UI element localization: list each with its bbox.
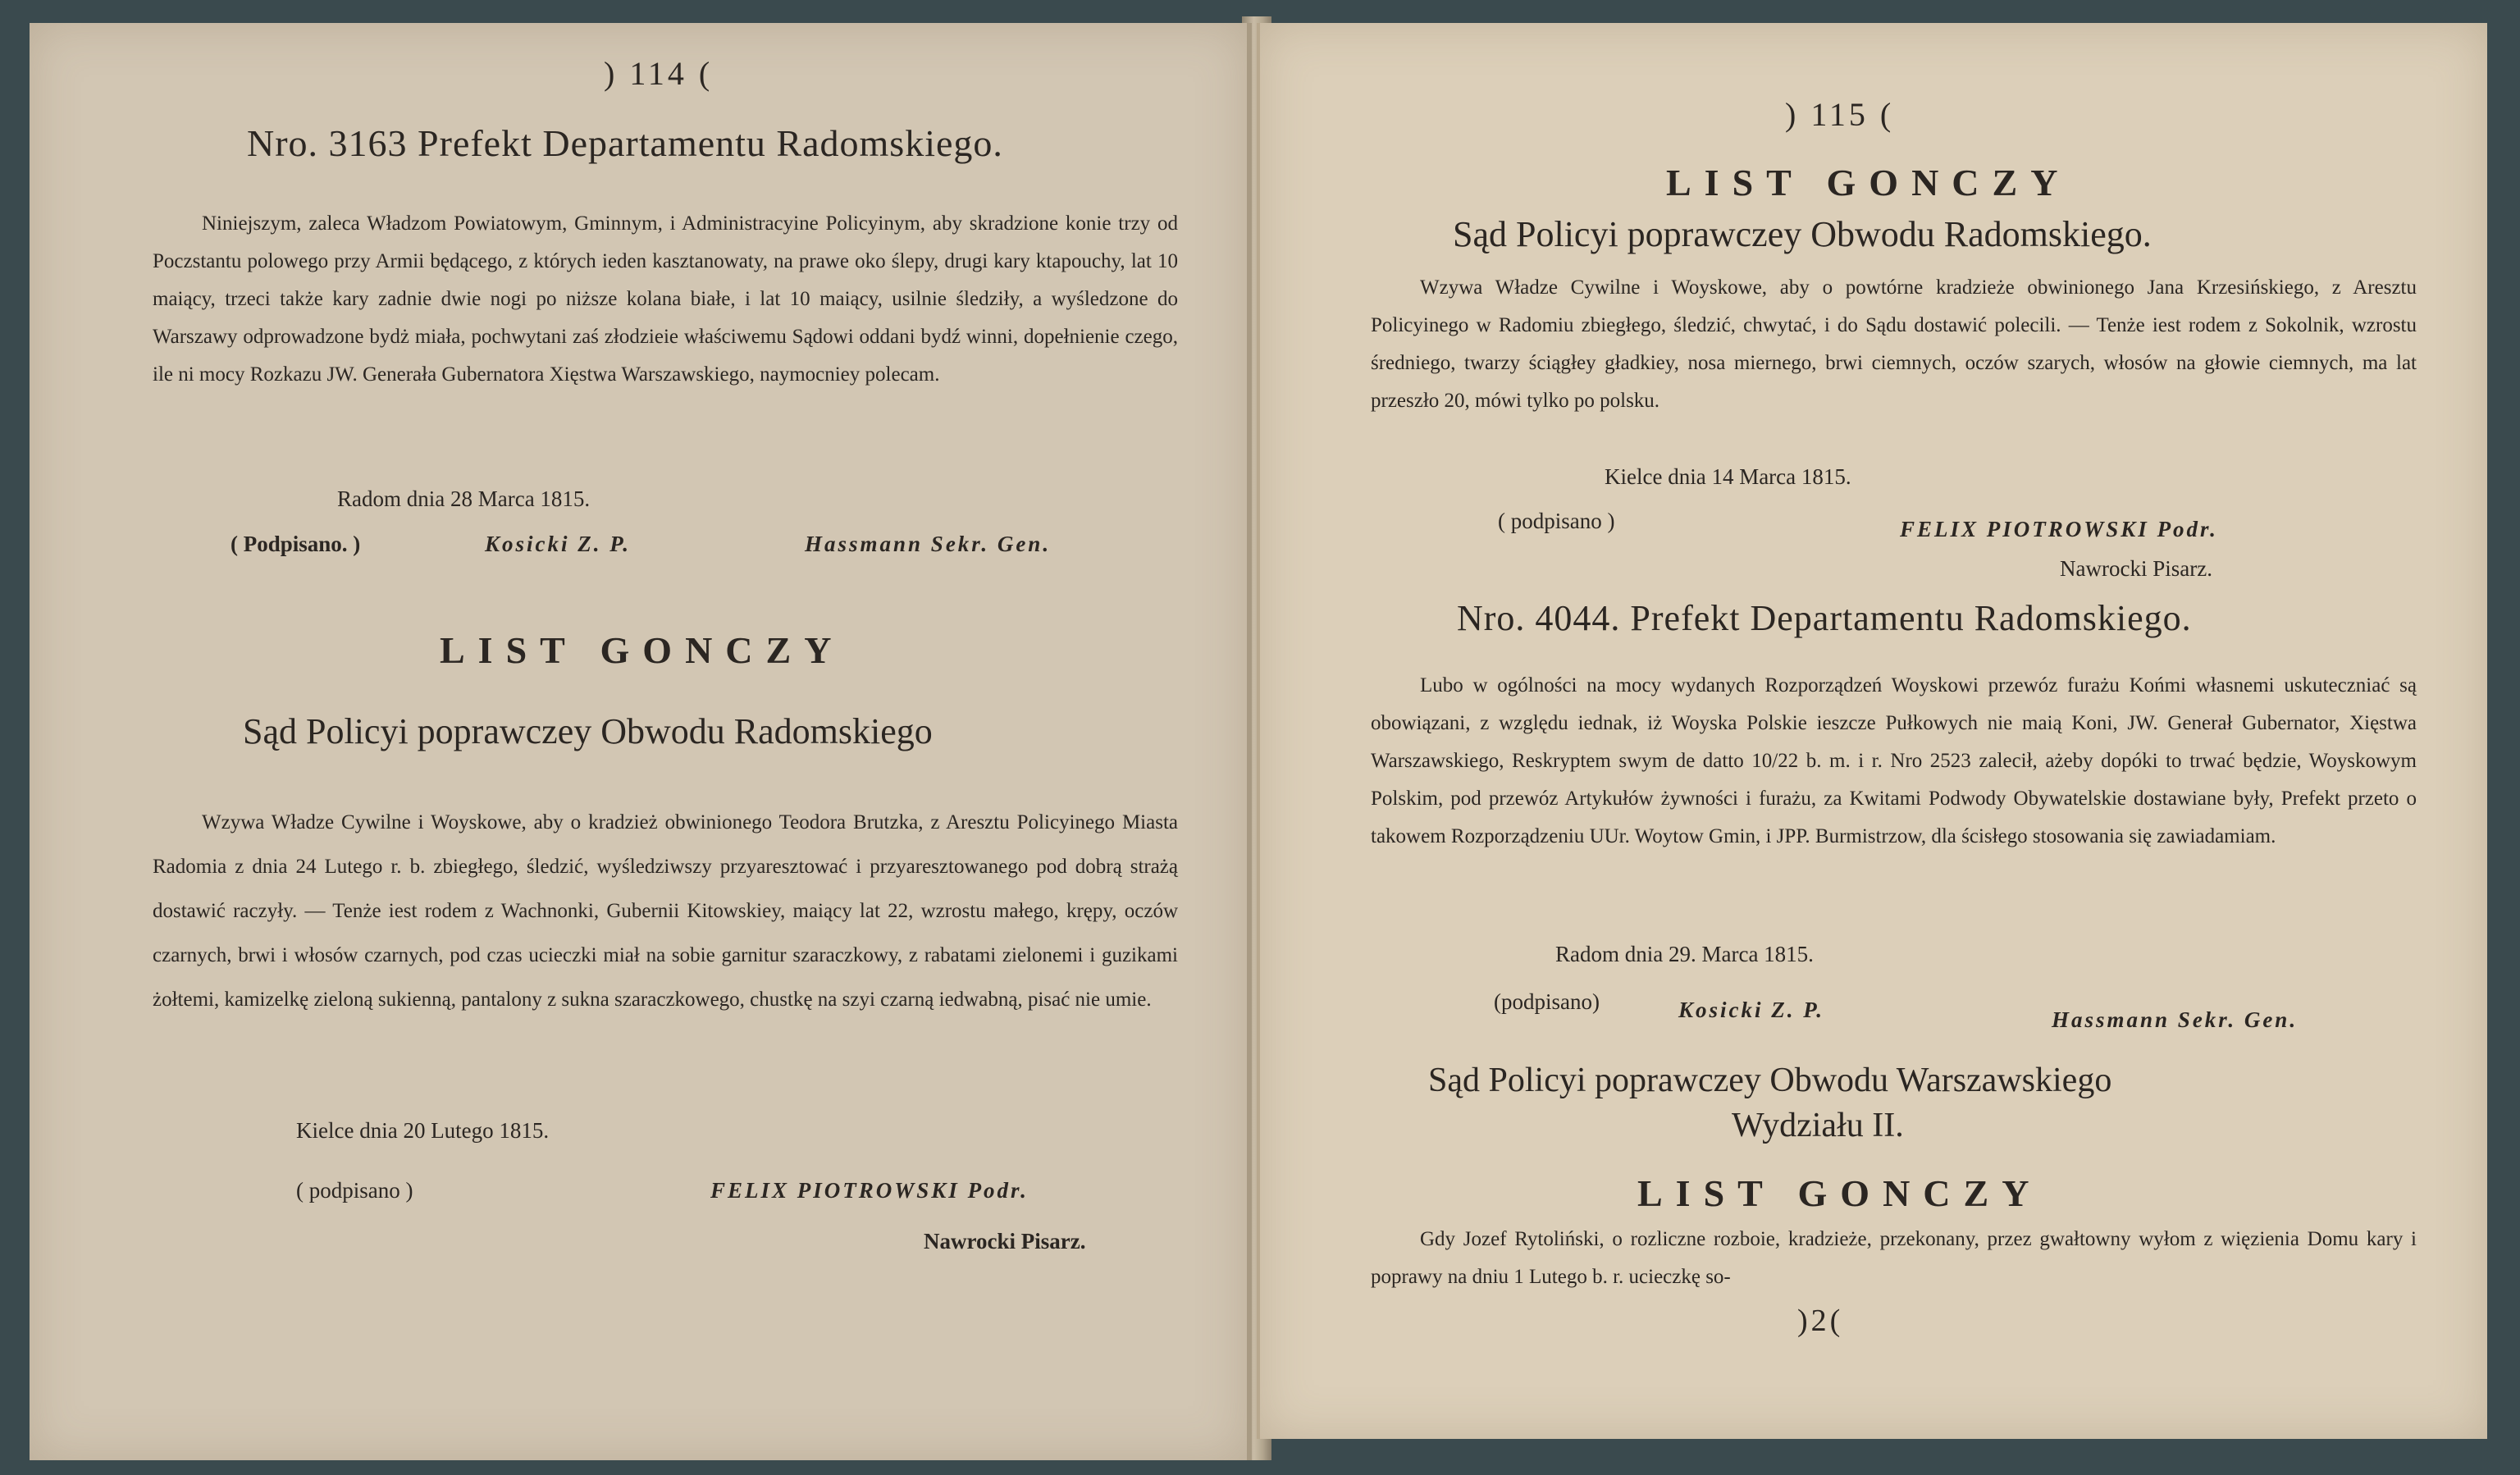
page-number: ) 114 ( xyxy=(604,55,714,92)
section-heading: Nro. 3163 Prefekt Departamentu Radomskiego. xyxy=(247,122,1003,164)
section-body: Wzywa Władze Cywilne i Woyskowe, aby o powtórne kradzieże obwinionego Jana Krzesińskiego, z Aresztu Policyinego w Radomiu zbiegłego, śledzić, chwytać, i do Sądu dostawić polecili. — Tenże iest rodem z Sokolnik, wzrostu średniego, twarzy ściągłey gładkiey, nosa miernego, brwi ciemnych, oczów szarych, włosów na głowie ciemnych, ma lat przeszło 20, mówi tylko po polsku. xyxy=(1371,276,2417,412)
left-page xyxy=(30,23,1252,1460)
signature: Nawrocki Pisarz. xyxy=(2060,556,2212,581)
page-number: ) 115 ( xyxy=(1785,96,1895,133)
wanted-notice-title: LIST GONCZY xyxy=(440,629,845,671)
date-line: Radom dnia 28 Marca 1815. xyxy=(337,486,591,511)
date-line: Kielce dnia 14 Marca 1815. xyxy=(1605,464,1851,489)
signature: Hassmann Sekr. Gen. xyxy=(2052,1007,2299,1032)
signed-label: (podpisano) xyxy=(1494,989,1600,1014)
signature-mark: )2( xyxy=(1797,1304,1844,1338)
court-subtitle: Sąd Policyi poprawczey Obwodu Radomskiego. xyxy=(1453,214,2152,254)
signature: FELIX PIOTROWSKI Podr. xyxy=(1900,517,2218,541)
right-page xyxy=(1257,23,2487,1439)
court-subtitle: Sąd Policyi poprawczey Obwodu Radomskiego xyxy=(243,711,933,751)
signed-label: ( podpisano ) xyxy=(296,1178,413,1203)
signature: Nawrocki Pisarz. xyxy=(924,1229,1086,1254)
signature: Hassmann Sekr. Gen. xyxy=(805,532,1052,556)
section-body: Lubo w ogólności na mocy wydanych Rozporządzeń Woyskowi przewóz furażu Końmi własnemi uskuteczniać są obowiązani, z względu iednak, iż Woyska Polskie ieszcze Pułkowych nie maią Koni, JW. Generał Gubernator, Xięstwa Warszawskiego, Reskryptem swym de datto 10/22 b. m. i r. Nro 2523 zalecił, ażeby dopóki to trwać będzie, Woyskowym Polskim, pod przewóz Artykułów żywności i furażu, za Kwitami Podwody Obywatelskie dostawiane były, Prefekt przeto o takowem Rozporządzeniu UUr. Woytow Gmin, i JPP. Burmistrzow, dla ścisłego stosowania się zawiadamiam. xyxy=(1371,674,2417,847)
section-heading: Nro. 4044. Prefekt Departamentu Radomskiego. xyxy=(1457,598,2192,638)
signature: Kosicki Z. P. xyxy=(1678,998,1825,1022)
signed-label: ( Podpisano. ) xyxy=(231,532,361,556)
court-heading: Wydziału II. xyxy=(1732,1107,1904,1144)
date-line: Kielce dnia 20 Lutego 1815. xyxy=(296,1118,550,1143)
signature: Kosicki Z. P. xyxy=(485,532,632,556)
date-line: Radom dnia 29. Marca 1815. xyxy=(1555,942,1814,966)
wanted-notice-title: LIST GONCZY xyxy=(1666,162,2071,203)
signed-label: ( podpisano ) xyxy=(1498,509,1615,533)
signature: FELIX PIOTROWSKI Podr. xyxy=(710,1178,1029,1203)
section-body: Wzywa Władze Cywilne i Woyskowe, aby o kradzież obwinionego Teodora Brutzka, z Aresztu Policyinego Miasta Radomia z dnia 24 Lutego r. b. zbiegłego, śledzić, wyśledziwszy przyaresztować i przyaresztowanego pod dobrą strażą dostawić raczyły. — Tenże iest rodem z Wachnonki, Gubernii Kitowskiey, maiący lat 22, wzrostu małego, krępy, oczów czarnych, brwi i włosów czarnych, pod czas ucieczki miał na sobie garnitur szaraczkowy, z rabatami zielonemi i guzikami żołtemi, kamizelkę zieloną sukienną, pantalony z sukna szaraczkowego, chustkę na szyi czarną iedwabną, pisać nie umie. xyxy=(153,811,1178,1011)
section-body: Niniejszym, zaleca Władzom Powiatowym, Gminnym, i Administracyine Policyinym, aby skradzione konie trzy od Poczstantu polowego przy Armii będącego, z których ieden kasztanowaty, na prawe oko ślepy, drugi kary ktapouchy, lat 10 maiący, trzeci także kary zadnie dwie nogi po niższe kolana białe, i lat 10 maiący, usilnie śledziły, a wyśledzone do Warszawy odprowadzone bydż miała, pochwytani zaś złodzieie właściwemu Sądowi oddani bydź winni, dopełnienie czego, ile ni mocy Rozkazu JW. Generała Gubernatora Xięstwa Warszawskiego, naymocniey polecam. xyxy=(153,212,1178,386)
court-heading: Sąd Policyi poprawczey Obwodu Warszawskiego xyxy=(1428,1062,2112,1099)
wanted-notice-title: LIST GONCZY xyxy=(1637,1172,2043,1214)
section-body: Gdy Jozef Rytoliński, o rozliczne rozboie, kradzieże, przekonany, przez gwałtowny wyłom z więzienia Domu kary i poprawy na dniu 1 Lutego b. r. ucieczkę so- xyxy=(1371,1228,2417,1288)
